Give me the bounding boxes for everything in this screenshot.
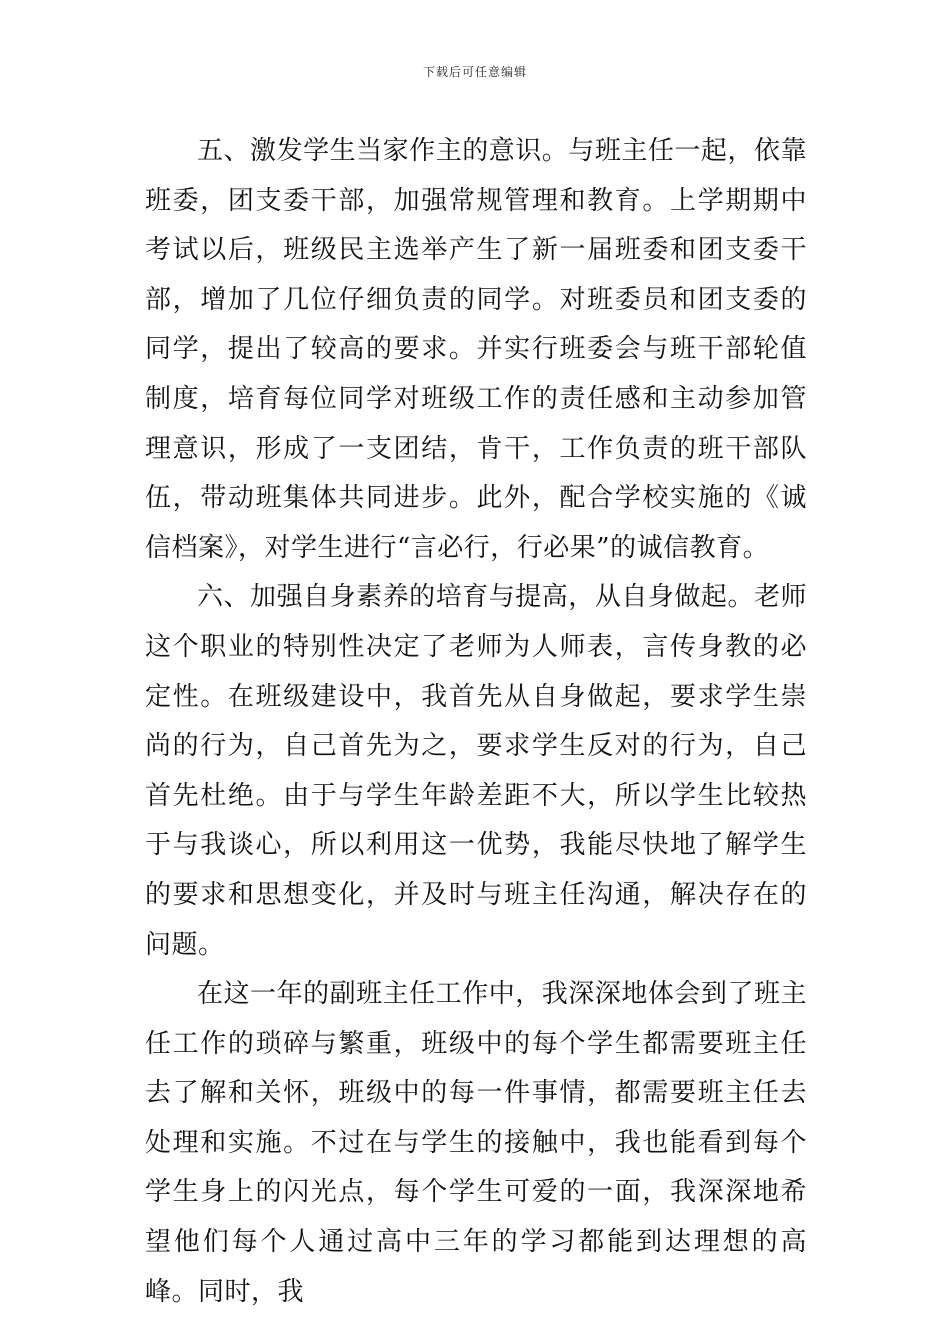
paragraph-six-self-cultivation: 六、加强自身素养的培育与提高，从自身做起。老师这个职业的特别性决定了老师为人师表，言传身教的必定性。在班级建设中，我首先从自身做起，要求学生崇尚的行为，自己首先为之，要求学生反对的行为，自己首先杜绝。由于与学生年龄差距不大，所以学生比较热于与我谈心，所以利用这一优势，我能尽快地了解学生的要求和思想变化，并及时与班主任沟通，解决存在的问题。 — [145, 582, 807, 960]
paragraph-year-reflection: 在这一年的副班主任工作中，我深深地体会到了班主任工作的琐碎与繁重，班级中的每个学生都需要班主任去了解和关怀，班级中的每一件事情，都需要班主任去处理和实施。不过在与学生的接触中，我也能看到每个学生身上的闪光点，每个学生可爱的一面，我深深地希望他们每个人通过高中三年的学习都能到达理想的高峰。同时，我 — [145, 979, 807, 1307]
paragraph-five-student-self-management: 五、激发学生当家作主的意识。与班主任一起，依靠班委，团支委干部，加强常规管理和教育。上学期期中考试以后，班级民主选举产生了新一届班委和团支委干部，增加了几位仔细负责的同学。对班委员和团支委的同学，提出了较高的要求。并实行班委会与班干部轮值制度，培育每位同学对班级工作的责任感和主动参加管理意识，形成了一支团结，肯干，工作负责的班干部队伍，带动班集体共同进步。此外，配合学校实施的《诚信档案》，对学生进行“言必行，行必果”的诚信教育。 — [145, 136, 807, 563]
document-body — [145, 127, 807, 1317]
page-header-note: 下载后可任意编辑 — [422, 65, 527, 79]
